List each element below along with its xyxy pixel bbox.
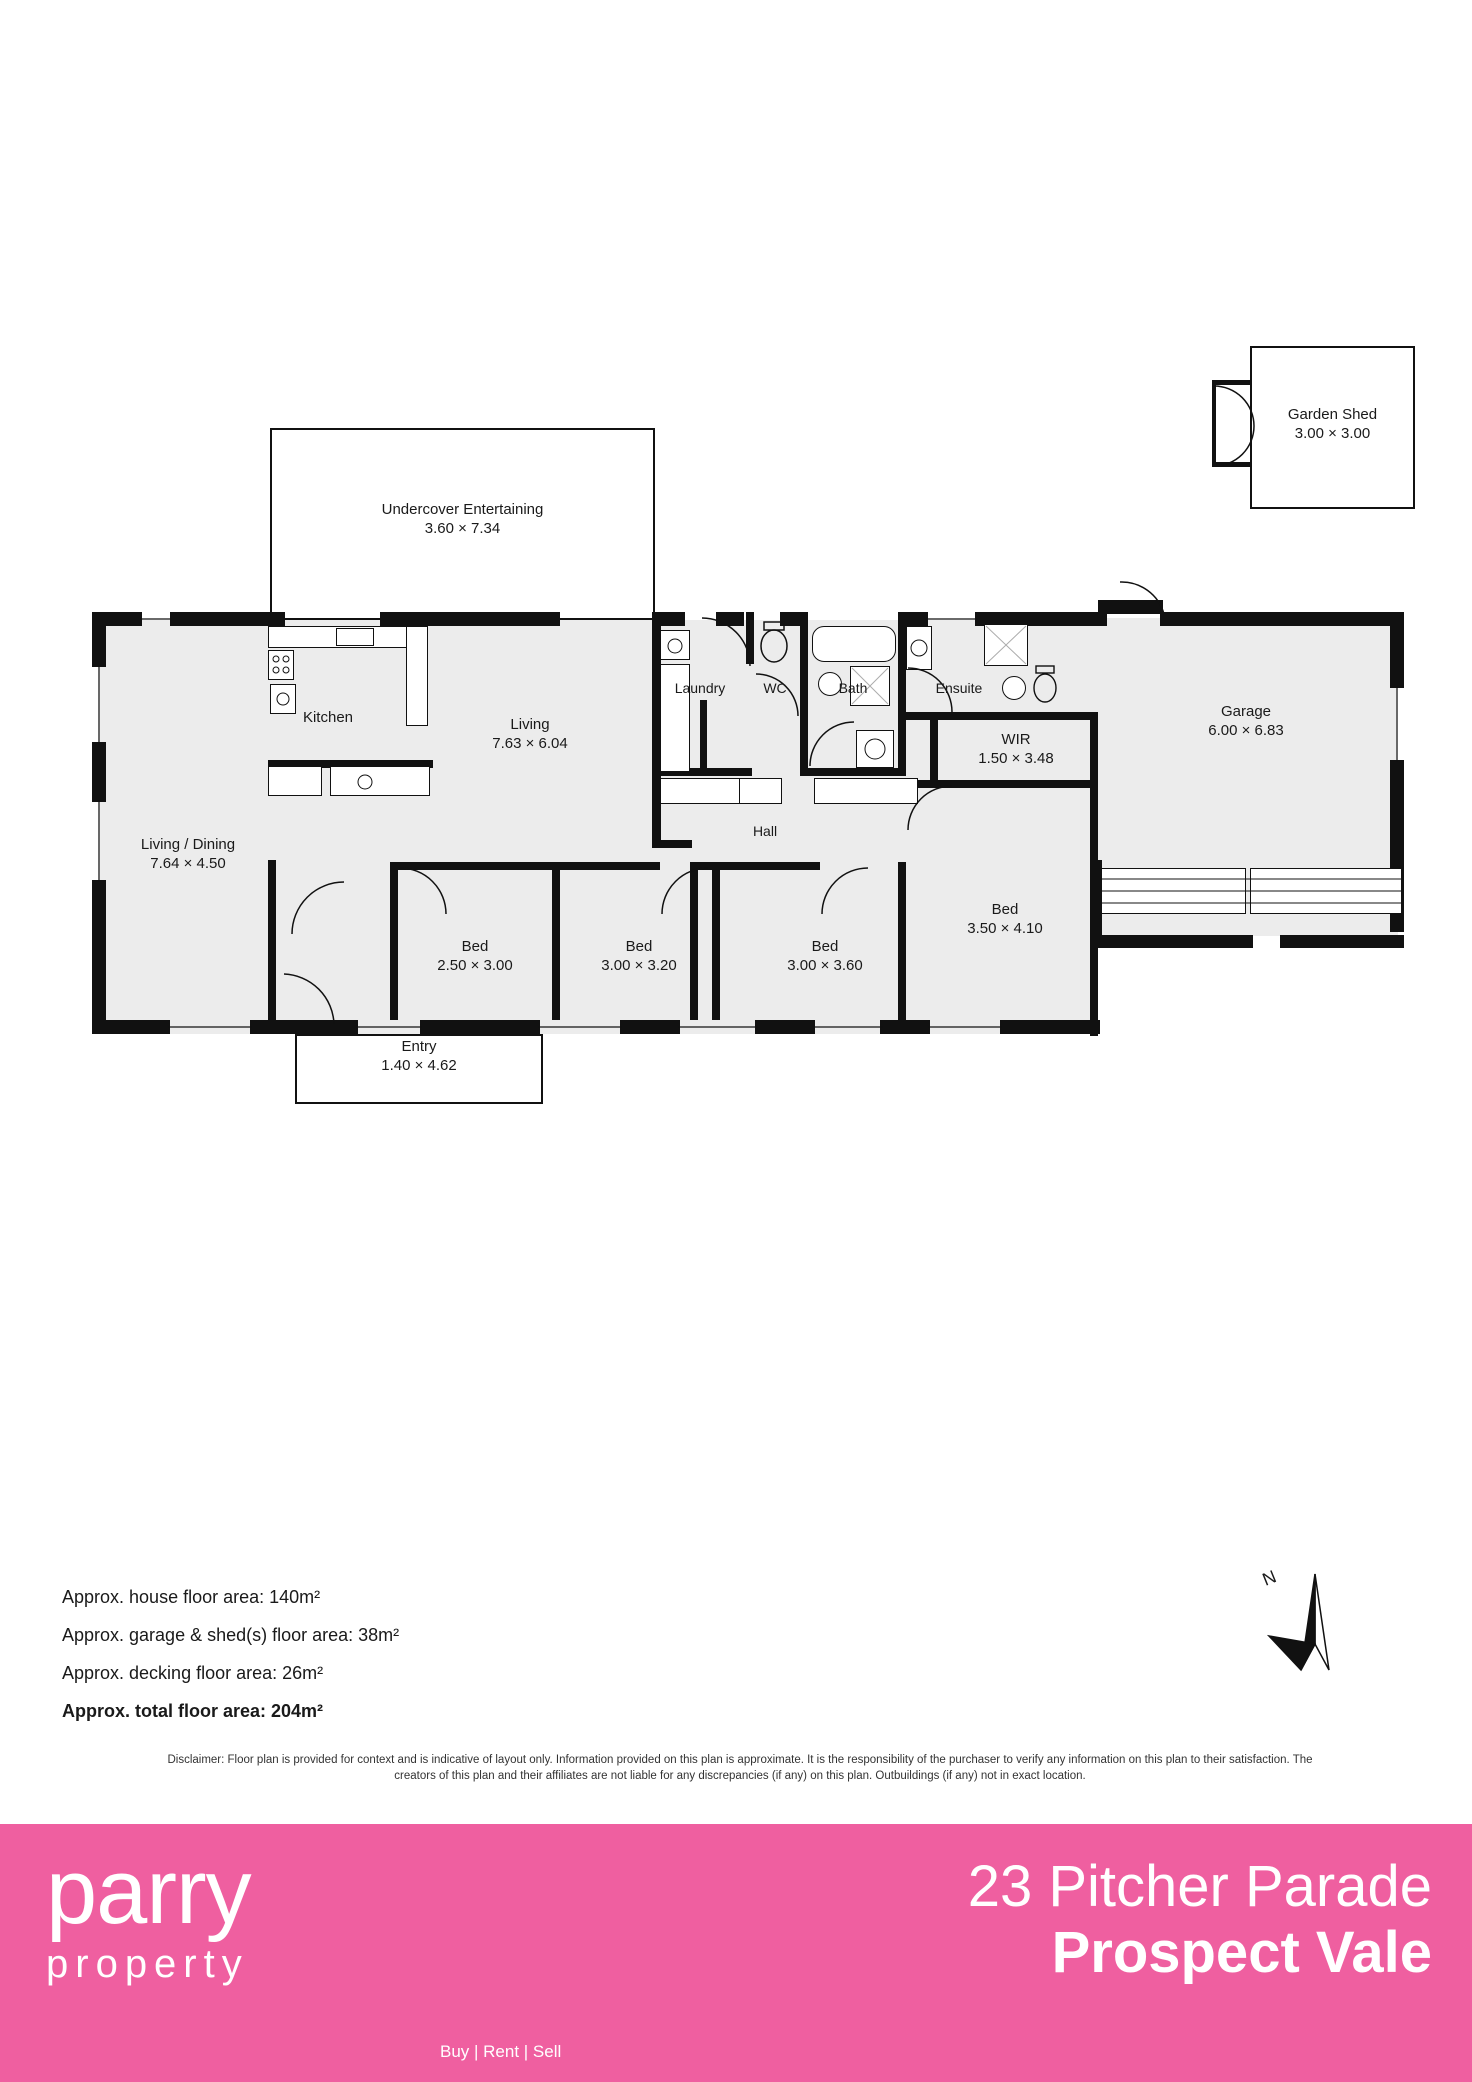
ext-wall-top-2: [170, 612, 285, 626]
door-arc-bed2: [660, 866, 710, 916]
robe-living: [660, 778, 740, 804]
area-house: Approx. house floor area: 140m²: [62, 1587, 321, 1607]
bathtub: [812, 626, 896, 662]
ext-wall-right-1: [1390, 612, 1404, 688]
int-wall-bath-bottom: [800, 768, 906, 776]
ensuite-label: Ensuite: [935, 680, 983, 696]
compass-rose: [1255, 1566, 1375, 1686]
area-decking: Approx. decking floor area: 26m²: [62, 1663, 324, 1683]
bed2-label: Bed 3.00 × 3.20: [601, 938, 677, 974]
garage-label: Garage 6.00 × 6.83: [1208, 703, 1284, 739]
ext-wall-bottom-5: [755, 1020, 815, 1034]
ext-wall-bottom-garage-2: [1280, 935, 1404, 948]
int-wall-bed1-right: [552, 862, 560, 1020]
door-arc-bed1: [398, 866, 448, 916]
window-top-2: [283, 615, 381, 624]
washer-icon: [856, 730, 894, 768]
ext-wall-left-1: [92, 612, 106, 667]
ext-wall-top-3: [380, 612, 560, 626]
int-wall-wc-bottom: [700, 768, 752, 776]
laundry-label: Laundry: [674, 680, 726, 696]
cooktop-burners-icon: [268, 650, 294, 680]
ensuite-toilet-icon: [1030, 664, 1060, 706]
garden-shed-label: Garden Shed 3.00 × 3.00: [1287, 406, 1378, 442]
compass-north-letter: N: [1259, 1566, 1280, 1590]
window-bottom-1: [168, 1023, 252, 1032]
window-bottom-3: [538, 1023, 622, 1032]
area-summary: [62, 1578, 399, 1730]
kitchen-island: [330, 766, 430, 796]
ext-wall-bottom-1: [92, 1020, 170, 1034]
int-wall-hall-top-left: [652, 840, 692, 848]
int-wall-laundry-vert: [700, 700, 707, 770]
door-arc-bed3: [820, 866, 870, 916]
laundry-tub-icon: [660, 630, 690, 660]
bath-vanity-basin-icon: [906, 626, 932, 670]
ext-wall-left-2: [92, 742, 106, 802]
window-bottom-5: [813, 1023, 883, 1032]
garage-interior-wall-left: [1092, 860, 1102, 940]
wc-toilet-icon: [756, 620, 792, 670]
ext-wall-bottom-7: [1000, 1020, 1100, 1034]
kitchen-fridge: [268, 766, 322, 796]
kitchen-bench-right: [406, 626, 428, 726]
entry-label: Entry 1.40 × 4.62: [381, 1038, 457, 1074]
property-address: [968, 1854, 1432, 1986]
island-sink-icon: [352, 772, 378, 792]
bath-label: Bath: [838, 680, 868, 696]
door-arc-bath: [808, 720, 856, 768]
door-arc-entry: [280, 970, 336, 1026]
living-dining-label: Living / Dining 7.64 × 4.50: [140, 836, 236, 872]
window-top-1: [140, 615, 172, 624]
window-bottom-2: [356, 1023, 422, 1032]
ext-wall-left-3: [92, 880, 106, 1028]
int-wall-bed-left-short: [390, 862, 398, 1020]
ext-wall-bottom-3: [420, 1020, 540, 1034]
wc-label: WC: [763, 680, 787, 696]
int-wall-livingdining-right2: [268, 860, 276, 1020]
area-total: Approx. total floor area: 204m²: [62, 1701, 324, 1721]
address-line-2: Prospect Vale: [1051, 1920, 1432, 1985]
garage-door-stop-right: [1312, 940, 1334, 946]
kitchen-sink: [336, 628, 374, 646]
window-left-1: [95, 665, 104, 745]
brand-tagline: Buy | Rent | Sell: [440, 2042, 562, 2061]
footer-bar: [0, 1824, 1472, 2082]
window-top-3: [925, 615, 977, 624]
kitchen-label: Kitchen: [302, 709, 354, 726]
brand-subname: property: [46, 1942, 249, 1986]
address-line-1: 23 Pitcher Parade: [967, 1854, 1432, 1919]
disclaimer-text: Disclaimer: Floor plan is provided for context and is indicative of layout only. Information provided on this plan is approximate. It is the responsibility of the purchaser to verify any information on this plan to their satisfaction. The creators of this plan and their affiliates are not liable for any discrepancies (if any) on this plan. Outbuildings (if any) not in exact location.: [167, 1754, 1313, 1782]
ext-wall-bottom-6: [880, 1020, 930, 1034]
bed4-label: Bed 3.50 × 4.10: [967, 901, 1043, 937]
door-arc-laundry: [700, 616, 752, 668]
window-right-1: [1393, 686, 1402, 762]
window-bottom-6: [928, 1023, 1002, 1032]
undercover-entertaining-label: Undercover Entertaining 3.60 × 7.34: [381, 501, 544, 537]
door-arc-bed4: [906, 784, 954, 832]
int-wall-bath-right: [898, 612, 906, 772]
ext-wall-top-9: [1160, 612, 1404, 626]
bed1-label: Bed 2.50 × 3.00: [437, 938, 513, 974]
hall-label: Hall: [752, 823, 778, 839]
bed3-label: Bed 3.00 × 3.60: [787, 938, 863, 974]
garage-door-stop-left: [1160, 940, 1182, 946]
area-garage: Approx. garage & shed(s) floor area: 38m²: [62, 1625, 400, 1645]
int-wall-hall-left-vert: [652, 772, 660, 792]
living-label: Living 7.63 × 6.04: [492, 716, 568, 752]
ensuite-shower-icon: [984, 624, 1028, 666]
wir-label: WIR 1.50 × 3.48: [978, 731, 1054, 767]
window-bottom-4: [678, 1023, 758, 1032]
robe-bed2: [814, 778, 918, 804]
garage-door-lines: [1098, 868, 1402, 914]
door-arc-livingdining: [290, 880, 346, 936]
brand-name: parry: [46, 1841, 251, 1943]
brand-logo: [46, 1841, 251, 1986]
garage-side-door-arc: [1118, 580, 1166, 616]
ext-wall-bottom-4: [620, 1020, 680, 1034]
